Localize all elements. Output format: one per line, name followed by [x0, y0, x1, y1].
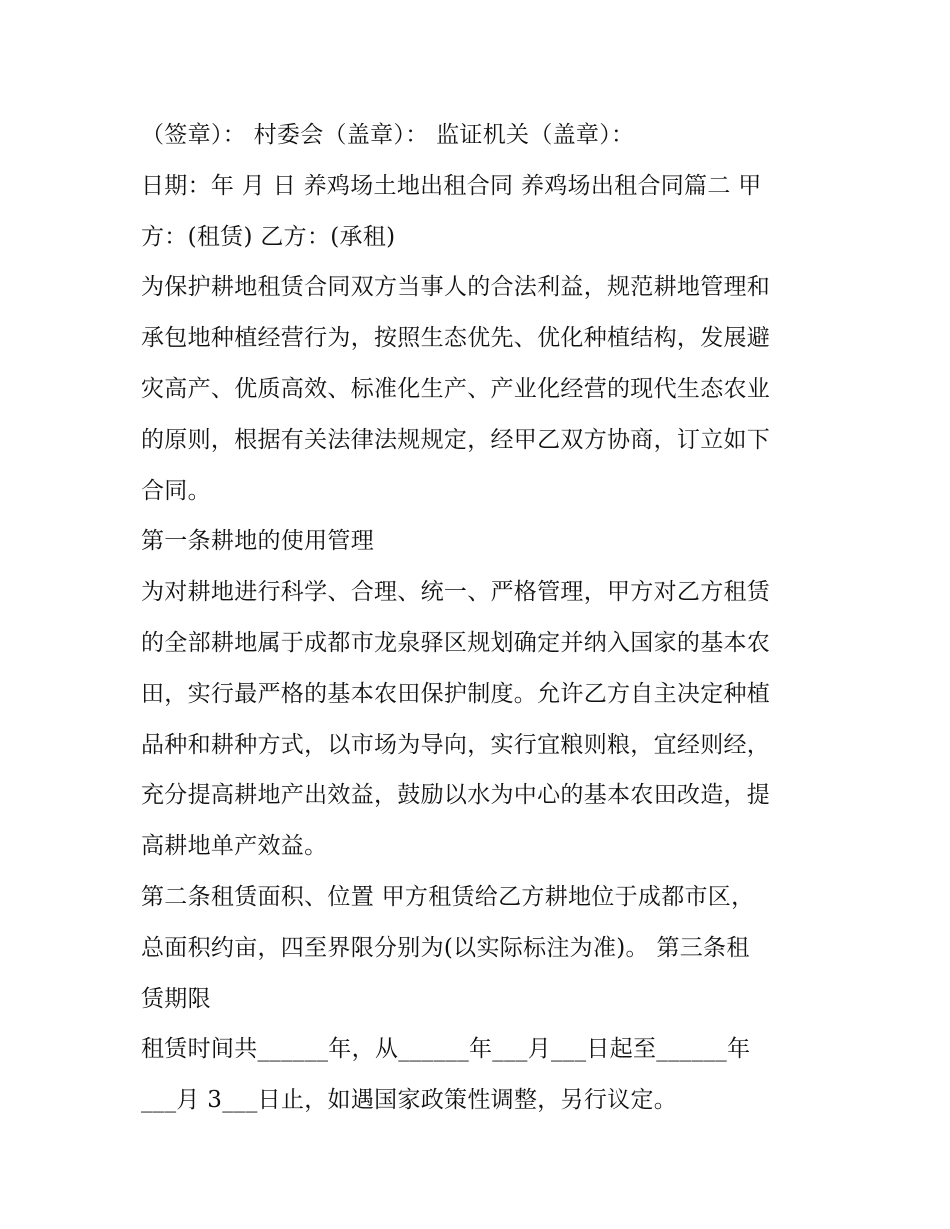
preamble-line-4: 的原则，根据有关法律法规规定，经甲乙双方协商，订立如下: [141, 426, 771, 453]
document-body: [141, 110, 831, 1126]
article-1-line-5: 充分提高耕地产出效益，鼓励以水为中心的基本农田改造，提: [141, 782, 771, 809]
article-2-line-1: 第二条租赁面积、位置 甲方租赁给乙方耕地位于成都市区，: [141, 883, 755, 910]
article-1-line-4: 品种和耕种方式，以市场为导向，实行宜粮则粮，宜经则经，: [141, 731, 771, 758]
preamble-line-1: 为保护耕地租赁合同双方当事人的合法利益，规范耕地管理和: [141, 274, 771, 301]
signature-line: （签章）： 村委会（盖章）： 监证机关（盖章）：: [141, 122, 635, 148]
article-3-heading-cont: 赁期限: [141, 985, 211, 1012]
preamble-line-5: 合同。: [141, 477, 211, 504]
preamble-line-2: 承包地种植经营行为，按照生态优先、优化种植结构，发展避: [141, 325, 771, 352]
article-1-line-2: 的全部耕地属于成都市龙泉驿区规划确定并纳入国家的基本农: [141, 629, 771, 656]
article-1-line-3: 田，实行最严格的基本农田保护制度。允许乙方自主决定种植: [141, 680, 771, 707]
article-1-line-1: 为对耕地进行科学、合理、统一、严格管理，甲方对乙方租赁: [141, 579, 771, 606]
lease-term-line-1: 租赁时间共______年，从______年___月___日起至______年: [141, 1036, 751, 1063]
date-title-line: 日期：年 月 日 养鸡场土地出租合同 养鸡场出租合同篇二 甲: [141, 172, 762, 199]
parties-line: 方：(租赁) 乙方：(承租): [141, 223, 396, 250]
article-1-heading: 第一条耕地的使用管理: [141, 528, 374, 555]
article-2-line-2: 总面积约亩，四至界限分别为(以实际标注为准)。 第三条租: [141, 934, 750, 961]
preamble-line-3: 灾高产、优质高效、标准化生产、产业化经营的现代生态农业: [141, 375, 771, 402]
lease-term-line-2: ___月 3___日止，如遇国家政策性调整，另行议定。: [141, 1087, 678, 1114]
article-1-line-6: 高耕地单产效益。: [141, 833, 328, 860]
